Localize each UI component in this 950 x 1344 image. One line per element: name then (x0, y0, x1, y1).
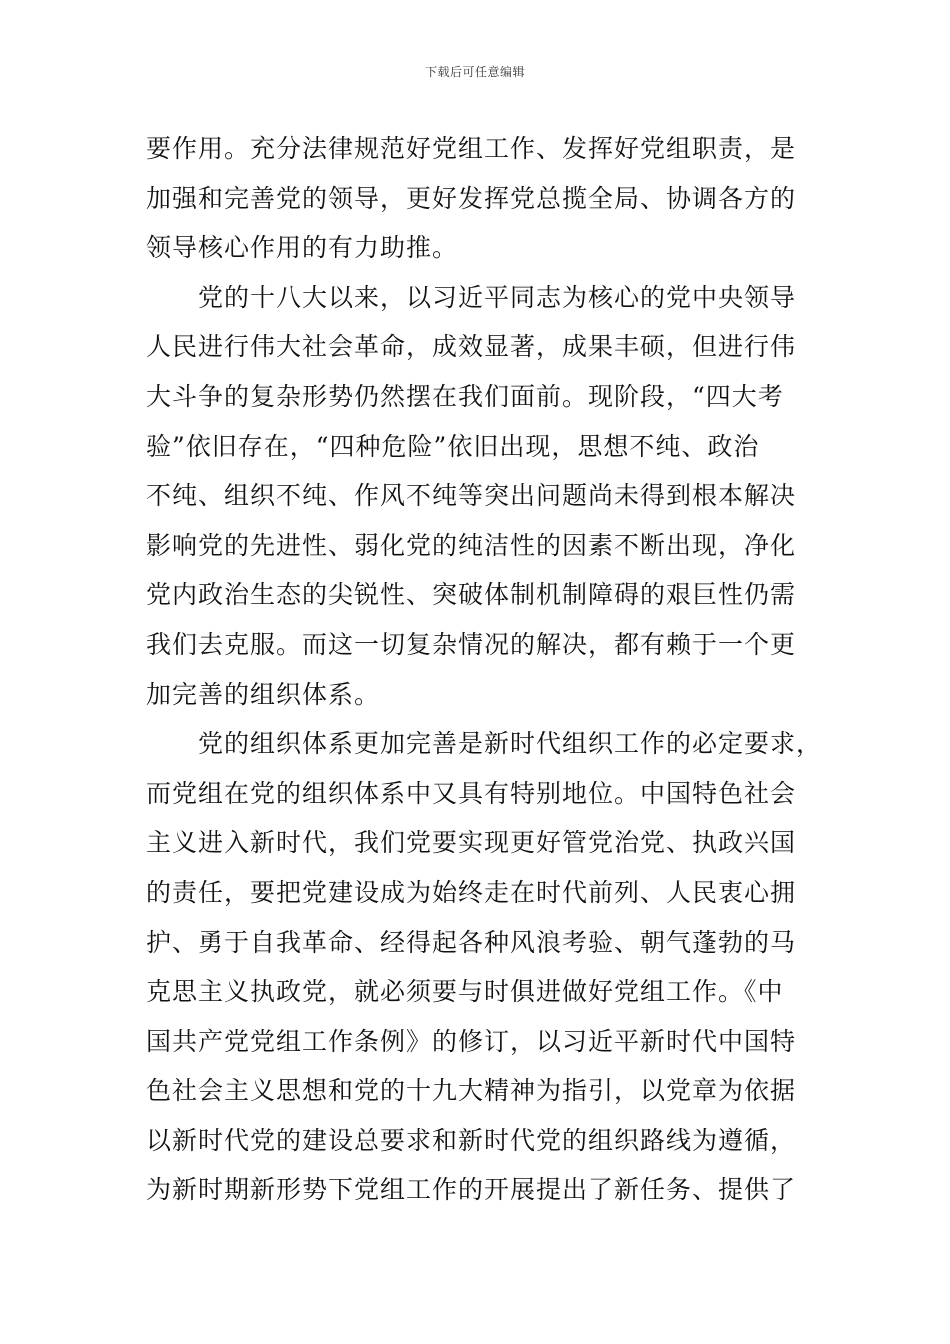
text-line: 而党组在党的组织体系中又具有特别地位。中国特色社会 (146, 778, 797, 808)
text-line: 为新时期新形势下党组工作的开展提出了新任务、提供了 (146, 1175, 797, 1205)
text-line: 影响党的先进性、弱化党的纯洁性的因素不断出现，净化 (146, 530, 797, 560)
text-line: 党的十八大以来，以习近平同志为核心的党中央领导 (146, 282, 797, 312)
text-line: 领导核心作用的有力助推。 (146, 233, 459, 263)
text-line: 大斗争的复杂形势仍然摆在我们面前。现阶段，“四大考 (146, 381, 784, 411)
text-line: 加强和完善党的领导，更好发挥党总揽全局、协调各方的 (146, 183, 797, 213)
text-line: 加完善的组织体系。 (146, 679, 381, 709)
text-line: 要作用。充分法律规范好党组工作、发挥好党组职责，是 (146, 134, 797, 163)
text-line: 护、勇于自我革命、经得起各种风浪考验、朝气蓬勃的马 (146, 927, 797, 957)
document-body (146, 124, 826, 1215)
text-line: 以新时代党的建设总要求和新时代党的组织路线为遵循， (146, 1125, 797, 1155)
text-line: 克思主义执政党，就必须要与时俱进做好党组工作。《中 (146, 977, 784, 1007)
text-line: 党的组织体系更加完善是新时代组织工作的必定要求， (146, 729, 823, 759)
text-line: 党内政治生态的尖锐性、突破体制机制障碍的艰巨性仍需 (146, 580, 797, 610)
text-line: 国共产党党组工作条例》的修订，以习近平新时代中国特 (146, 1026, 797, 1056)
text-line: 不纯、组织不纯、作风不纯等突出问题尚未得到根本解决 (146, 481, 797, 511)
text-line: 主义进入新时代，我们党要实现更好管党治党、执政兴国 (146, 828, 797, 858)
text-line: 的责任，要把党建设成为始终走在时代前列、人民衷心拥 (146, 877, 797, 907)
text-line: 人民进行伟大社会革命，成效显著，成果丰硕，但进行伟 (146, 332, 797, 362)
text-line: 色社会主义思想和党的十九大精神为指引，以党章为依据 (146, 1076, 797, 1106)
text-line: 我们去克服。而这一切复杂情况的解决，都有赖于一个更 (146, 629, 797, 659)
page-header: 下载后可任意编辑 (424, 65, 525, 79)
text-line: 验”依旧存在，“四种危险”依旧出现，思想不纯、政治 (146, 431, 760, 461)
